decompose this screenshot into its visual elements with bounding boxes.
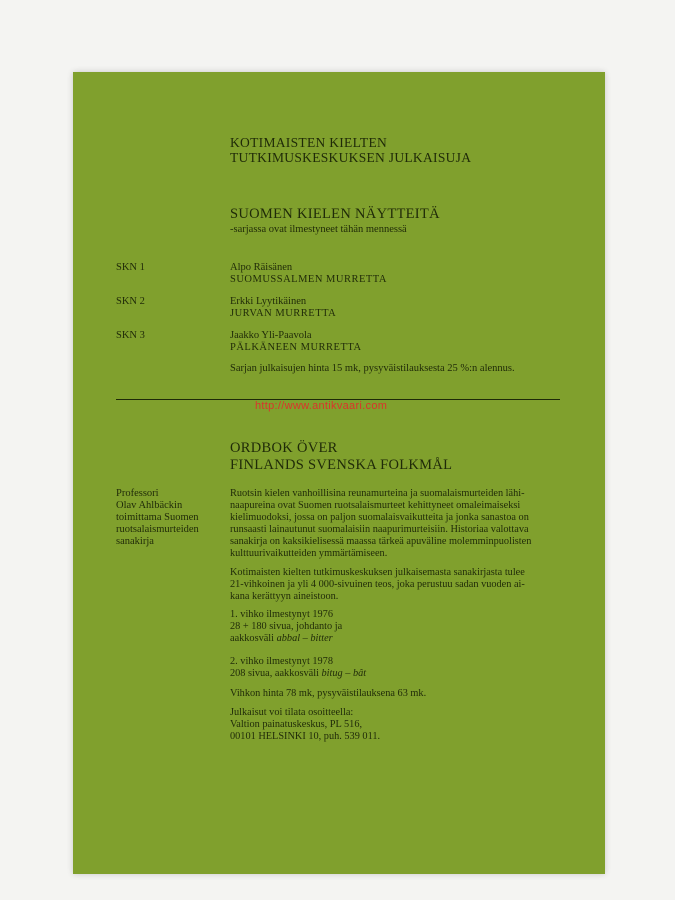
- para1-line: Ruotsin kielen vanhoillisina reunamurteina ja suomalaismurteiden lähi-: [230, 488, 525, 499]
- order-line: Julkaisut voi tilata osoitteella:: [230, 707, 354, 718]
- vihko1-range: abbal – bitter: [276, 633, 333, 644]
- watermark-url: http://www.antikvaari.com: [255, 400, 388, 412]
- vihko2-line: 2. vihko ilmestynyt 1978: [230, 656, 333, 667]
- skn3-code: SKN 3: [116, 330, 145, 341]
- ordbok-title-line-1: ORDBOK ÖVER: [230, 440, 338, 456]
- skn1-title: SUOMUSSALMEN MURRETTA: [230, 274, 387, 285]
- skn2-author: Erkki Lyytikäinen: [230, 296, 307, 307]
- vihko2-line: [230, 668, 366, 680]
- vihko2-range-label: 208 sivua, aakkosväli: [230, 668, 319, 679]
- side-note-line: toimittama Suomen: [116, 512, 199, 523]
- skn3-title: PÄLKÄNEEN MURRETTA: [230, 342, 362, 353]
- side-note-line: sanakirja: [116, 536, 154, 547]
- para2-line: kana kerättyyn aineistoon.: [230, 591, 339, 602]
- para2-line: Kotimaisten kielten tutkimuskeskuksen julkaisemasta sanakirjasta tulee: [230, 567, 525, 578]
- order-line: 00101 HELSINKI 10, puh. 539 011.: [230, 731, 381, 742]
- skn2-code: SKN 2: [116, 296, 145, 307]
- side-note-line: Olav Ahlbäckin: [116, 500, 183, 511]
- ordbok-title-line-2: FINLANDS SVENSKA FOLKMÅL: [230, 457, 453, 473]
- skn2-title: JURVAN MURRETTA: [230, 308, 337, 319]
- series-subtitle: -sarjassa ovat ilmestyneet tähän mennessä: [230, 224, 407, 235]
- skn3-author: Jaakko Yli-Paavola: [230, 330, 312, 341]
- series-title: SUOMEN KIELEN NÄYTTEITÄ: [230, 206, 440, 222]
- skn1-code: SKN 1: [116, 262, 145, 273]
- series-price-note: Sarjan julkaisujen hinta 15 mk, pysyväistilauksesta 25 %:n alennus.: [230, 363, 515, 374]
- para1-line: naapureina ovat Suomen ruotsalaismurteet kehittyneet omaleimaiseksi: [230, 500, 521, 511]
- para1-line: kielimuodoksi, jossa on paljon suomalaisvaikutteita ja jonka sanastoa on: [230, 512, 529, 523]
- para1-line: runsaasti lainautunut suomalaisiin naapurimurteisiin. Historiaa valottava: [230, 524, 529, 535]
- para2-line: 21-vihkoinen ja yli 4 000-sivuinen teos, joka perustuu sadan vuoden ai-: [230, 579, 525, 590]
- publisher-line-2: TUTKIMUSKESKUKSEN JULKAISUJA: [230, 150, 472, 165]
- side-note-line: Professori: [116, 488, 159, 499]
- vihko2-range: bitug – bât: [321, 668, 367, 679]
- publisher-line-1: KOTIMAISTEN KIELTEN: [230, 135, 388, 150]
- vihko1-line: [230, 633, 333, 645]
- order-line: Valtion painatuskeskus, PL 516,: [230, 719, 363, 730]
- vihko1-range-label: aakkosväli: [230, 633, 275, 644]
- vihko-price: Vihkon hinta 78 mk, pysyväistilauksena 63 mk.: [230, 688, 427, 699]
- vihko1-line: 1. vihko ilmestynyt 1976: [230, 609, 333, 620]
- vihko1-line: 28 + 180 sivua, johdanto ja: [230, 621, 343, 632]
- side-note-line: ruotsalaismurteiden: [116, 524, 199, 535]
- para1-line: sanakirja on kaksikielisessä maassa tärkeä apuväline molemminpuolisten: [230, 536, 532, 547]
- skn1-author: Alpo Räisänen: [230, 262, 293, 273]
- para1-line: kulttuurivaikutteiden ymmärtämiseen.: [230, 548, 388, 559]
